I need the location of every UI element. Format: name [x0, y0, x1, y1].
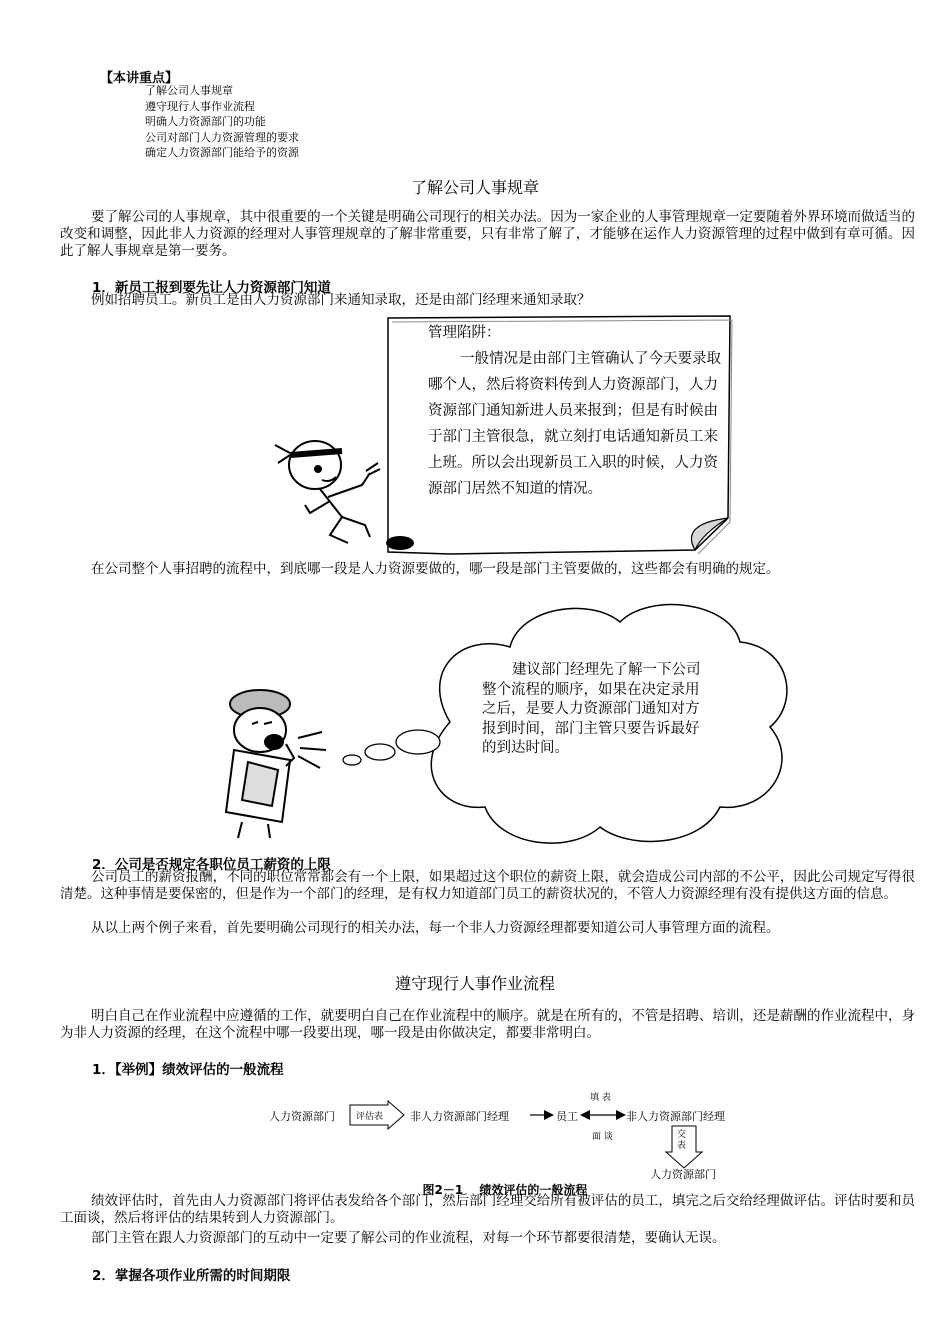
- paragraph-interaction: 部门主管在跟人力资源部门的互动中一定要了解公司的作业流程，对每一个环节都要很清楚，要确认无误。: [91, 1230, 726, 1246]
- cloud-text: 建议部门经理先了解一下公司整个流程的顺序，如果在决定录用之后，是要人力资源部门通知对方报到时间，部门主管只要告诉最好的到达时间。: [482, 662, 701, 756]
- subheading-time-limits: 2．掌握各项作业所需的时间期限: [92, 1268, 291, 1284]
- paragraph-recruit-process: 在公司整个人事招聘的流程中，到底哪一段是人力资源要做的，哪一段是部门主管要做的，这些都会有明确的规定。: [91, 561, 780, 577]
- flow-arrow-right: [528, 1108, 556, 1122]
- key-point-item: 明确人力资源部门的功能: [145, 115, 266, 128]
- key-point-item: 遵守现行人事作业流程: [145, 99, 255, 113]
- key-point-item: 公司对部门人力资源管理的要求: [145, 130, 299, 144]
- key-points-list: [145, 83, 299, 161]
- subheading-performance-example: 1．【举例】绩效评估的一般流程: [92, 1062, 284, 1078]
- section-title-rules: 了解公司人事规章: [410, 178, 539, 197]
- section-intro-workflow: 明白自己在作业流程中应遵循的工作，就要明白自己在作业流程中的顺序。就是在所有的，不管是招聘、培训，还是薪酬的作业流程中，身为非人力资源的经理，在这个流程中哪一段要出现，哪一段是由你做决定，都要非常明白。: [60, 1008, 915, 1041]
- section-title-workflow: 遵守现行人事作业流程: [394, 974, 555, 993]
- key-point-item: 了解公司人事规章: [145, 84, 233, 97]
- flow-node-employee: 员工: [556, 1110, 578, 1123]
- flow-node-manager-2: 非人力资源部门经理: [626, 1110, 725, 1123]
- key-point-item: 确定人力资源部门能给予的资源: [145, 146, 299, 159]
- paragraph-salary: 公司员工的薪资报酬，不同的职位常常都会有一个上限，如果超过这个职位的薪资上限，就会造成公司内部的不公平，因此公司规定写得很清楚。这种事情是要保密的，但是作为一个部门的经理，是有权力知道部门员工的薪资状况的，不管人力资源经理有没有提供这方面的信息。: [60, 869, 915, 902]
- subheading-new-employee: 1．新员工报到要先让人力资源部门知道: [92, 280, 331, 296]
- note-title: 管理陷阱：: [428, 325, 501, 341]
- flow-label-form: 评估表: [356, 1112, 384, 1122]
- flow-label-interview: 面 谈: [592, 1132, 613, 1142]
- shouting-figure-illustration: [212, 682, 337, 842]
- figure-caption: 图2－1 绩效评估的一般流程: [422, 1183, 588, 1197]
- subheading-salary-cap: 2．公司是否规定各职位员工薪资的上限: [92, 857, 331, 873]
- paragraph-evaluation: 绩效评估时，首先由人力资源部门将评估表发给各个部门，然后部门经理交给所有被评估的员工，填完之后交给经理做评估。评估时要和员工面谈，然后将评估的结果转到人力资源部门。: [60, 1193, 915, 1226]
- running-figure-illustration: [270, 425, 435, 560]
- paragraph-example-recruit: 例如招聘员工。新员工是由人力资源部门来通知录取，还是由部门经理来通知录取？: [91, 292, 591, 308]
- key-points-title: 【本讲重点】: [100, 71, 179, 86]
- flow-node-hr: 人力资源部门: [269, 1110, 335, 1123]
- flow-label-fill: 填 表: [590, 1093, 611, 1103]
- section-intro-rules: 要了解公司的人事规章，其中很重要的一个关键是明确公司现行的相关办法。因为一家企业的人事管理规章一定要随着外界环境而做适当的改变和调整，因此非人力资源的经理对人事管理规章的了解非常重要，只有非常了解了，才能够在运作人力资源管理的过程中做到有章可循。因此了解人事规章是第一要务。: [60, 209, 915, 259]
- flow-arrow-bidirectional: [578, 1107, 628, 1123]
- flow-node-hr-final: 人力资源部门: [650, 1168, 716, 1181]
- note-body: 一般情况是由部门主管确认了今天要录取哪个人，然后将资料传到人力资源部门，人力资源部门通知新进人员来报到；但是有时候由于部门主管很急，就立刻打电话通知新员工来上班。所以会出现新员工入职的时候，人力资源部门居然不知道的情况。: [428, 351, 721, 497]
- paragraph-conclusion: 从以上两个例子来看，首先要明确公司现行的相关办法，每一个非人力资源经理都要知道公司人事管理方面的流程。: [91, 920, 780, 936]
- flow-label-submit: 交表: [677, 1130, 687, 1151]
- flow-node-manager: 非人力资源部门经理: [410, 1110, 509, 1123]
